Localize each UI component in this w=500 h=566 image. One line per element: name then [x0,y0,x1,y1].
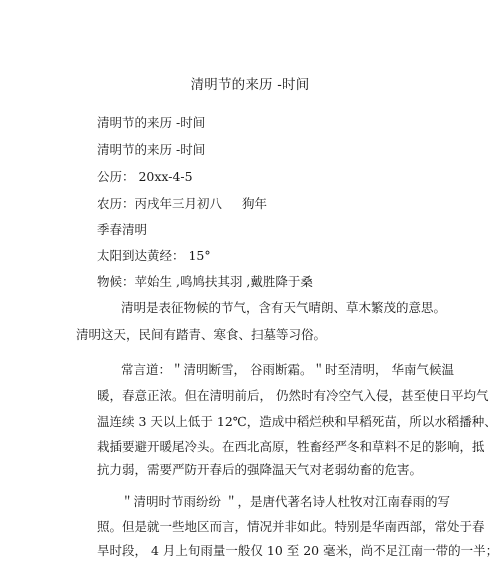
meta-line-phenology: 物候：苹始生 ,鸣鸠扶其羽 ,戴胜降于桑 [97,274,313,289]
paragraph-3-line-1: ＂清明时节雨纷纷 ＂，是唐代著名诗人杜牧对江南春雨的写 [121,494,450,509]
document-title: 清明节的来历 -时间 [190,77,310,93]
meta-line-source-2: 清明节的来历 -时间 [97,142,206,157]
paragraph-2-line-2: 暖，春意正浓。但在清明前后， 仍然时有冷空气入侵，甚至使日平均气 [97,388,489,403]
paragraph-2-line-4: 栽插要避开暖尾冷头。在西北高原，牲畜经严冬和草料不足的影响，抵 [97,439,485,454]
paragraph-1-line-1: 清明是表征物候的节气，含有天气晴朗、草木繁茂的意思。 [121,300,447,315]
paragraph-2-line-5: 抗力弱，需要严防开春后的强降温天气对老弱幼畜的危害。 [97,462,423,477]
lunar-date-text: 农历：丙戌年三月初八 [97,196,223,211]
paragraph-2-line-3: 温连续 3 天以上低于 12℃，造成中稻烂秧和早稻死苗，所以水稻播种、 [97,414,497,429]
meta-line-season: 季春清明 [97,222,148,237]
paragraph-3-line-3: 旱时段， 4 月上旬雨量一般仅 10 至 20 毫米，尚不足江南一带的一半； [97,543,499,558]
zodiac-year-text: 狗年 [242,196,268,211]
paragraph-3-line-2: 照。但是就一些地区而言，情况并非如此。特别是华南西部，常处于春 [97,519,485,534]
meta-line-gregorian-date: 公历： 20xx-4-5 [97,169,193,184]
paragraph-1-line-2: 清明这天，民间有踏青、寒食、扫墓等习俗。 [76,327,327,342]
meta-line-source-1: 清明节的来历 -时间 [97,115,206,130]
meta-line-solar-longitude: 太阳到达黄经： 15° [97,248,211,263]
meta-line-lunar-date [97,196,267,212]
paragraph-2-line-1: 常言道：＂清明断雪， 谷雨断霜。＂时至清明， 华南气候温 [121,362,454,377]
